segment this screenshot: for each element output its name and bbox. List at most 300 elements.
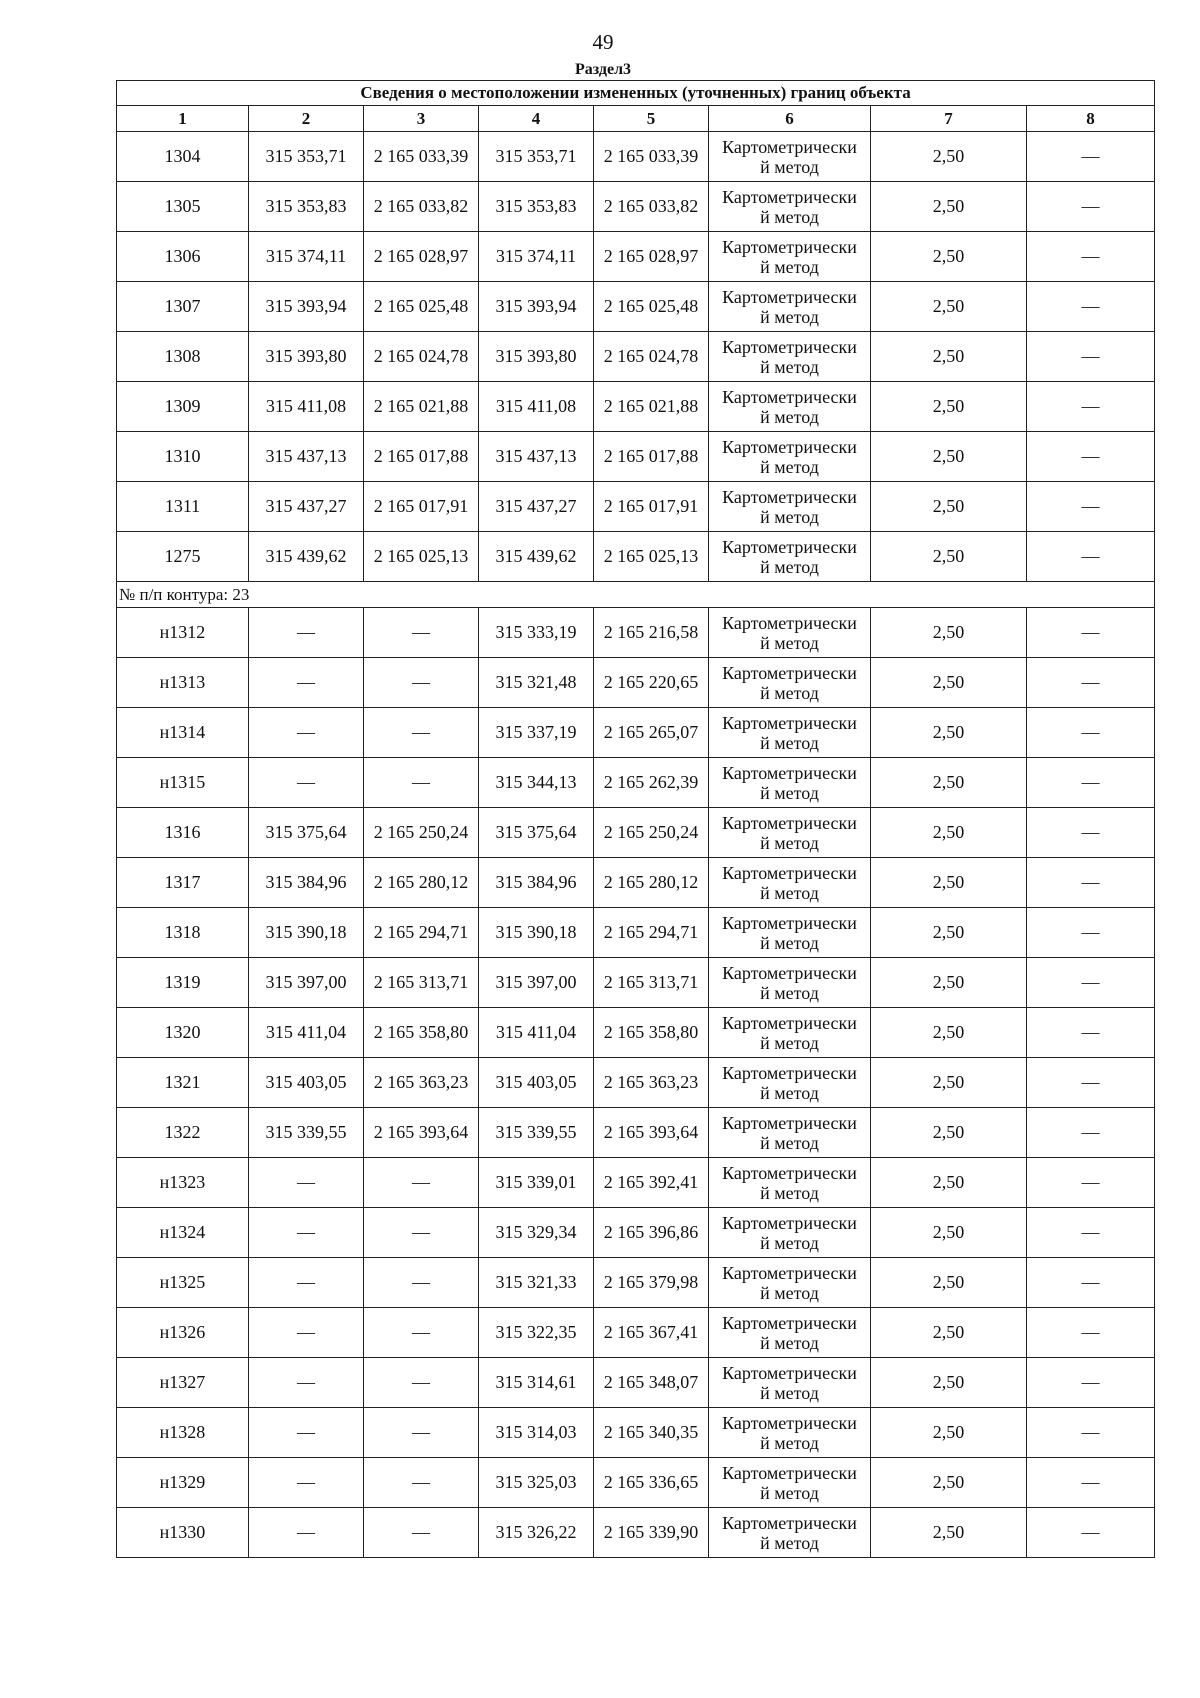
method-cell bbox=[709, 958, 871, 1008]
table-cell-c2: — bbox=[249, 708, 364, 758]
table-cell-c5: 2 165 220,65 bbox=[594, 658, 709, 708]
table-cell-c4: 315 439,62 bbox=[479, 532, 594, 582]
table-cell-c5: 2 165 379,98 bbox=[594, 1258, 709, 1308]
table-cell-c5: 2 165 392,41 bbox=[594, 1158, 709, 1208]
table-cell-c5: 2 165 021,88 bbox=[594, 382, 709, 432]
table-cell-c7: 2,50 bbox=[871, 1508, 1027, 1558]
table-row bbox=[117, 1408, 1155, 1458]
method-text-line2: й метод bbox=[760, 732, 819, 753]
table-cell-c5: 2 165 033,39 bbox=[594, 132, 709, 182]
method-cell bbox=[709, 1058, 871, 1108]
table-row bbox=[117, 1258, 1155, 1308]
table-cell-c1: 1319 bbox=[117, 958, 249, 1008]
column-number-header: 4 bbox=[479, 106, 594, 132]
table-cell-c1: 1317 bbox=[117, 858, 249, 908]
column-number-header: 6 bbox=[709, 106, 871, 132]
table-cell-c3: — bbox=[364, 1458, 479, 1508]
table-cell-c5: 2 165 313,71 bbox=[594, 958, 709, 1008]
table-cell-c8: — bbox=[1027, 608, 1155, 658]
table-cell-c1: 1309 bbox=[117, 382, 249, 432]
table-cell-c2: — bbox=[249, 1158, 364, 1208]
method-text-line2: й метод bbox=[760, 1482, 819, 1503]
table-cell-c8: — bbox=[1027, 808, 1155, 858]
method-text-line2: й метод bbox=[760, 1332, 819, 1353]
table-cell-c4: 315 325,03 bbox=[479, 1458, 594, 1508]
table-row bbox=[117, 1208, 1155, 1258]
table-cell-c4: 315 390,18 bbox=[479, 908, 594, 958]
method-cell bbox=[709, 132, 871, 182]
table-cell-c8: — bbox=[1027, 432, 1155, 482]
method-text-line1: Картометрически bbox=[722, 762, 857, 783]
method-text-line2: й метод bbox=[760, 306, 819, 327]
table-cell-c2: — bbox=[249, 1308, 364, 1358]
table-row bbox=[117, 1458, 1155, 1508]
table-cell-c5: 2 165 024,78 bbox=[594, 332, 709, 382]
section-title: Раздел3 bbox=[574, 61, 632, 78]
table-cell-c2: — bbox=[249, 758, 364, 808]
method-text-line1: Картометрически bbox=[722, 186, 857, 207]
table-cell-c8: — bbox=[1027, 382, 1155, 432]
table-cell-c4: 315 411,04 bbox=[479, 1008, 594, 1058]
table-cell-c3: — bbox=[364, 1358, 479, 1408]
table-cell-c3: 2 165 033,39 bbox=[364, 132, 479, 182]
method-text-line1: Картометрически bbox=[722, 712, 857, 733]
method-cell bbox=[709, 1258, 871, 1308]
table-row bbox=[117, 182, 1155, 232]
table-cell-c1: н1327 bbox=[117, 1358, 249, 1408]
table-cell-c2: 315 439,62 bbox=[249, 532, 364, 582]
table-cell-c4: 315 353,83 bbox=[479, 182, 594, 232]
table-cell-c4: 315 333,19 bbox=[479, 608, 594, 658]
table-cell-c8: — bbox=[1027, 1358, 1155, 1408]
method-text-line2: й метод bbox=[760, 932, 819, 953]
method-cell bbox=[709, 232, 871, 282]
column-number-header: 2 bbox=[249, 106, 364, 132]
table-cell-c5: 2 165 017,88 bbox=[594, 432, 709, 482]
table-cell-c7: 2,50 bbox=[871, 482, 1027, 532]
table-cell-c2: — bbox=[249, 1208, 364, 1258]
table-cell-c2: — bbox=[249, 1408, 364, 1458]
table-cell-c7: 2,50 bbox=[871, 232, 1027, 282]
table-cell-c2: 315 411,08 bbox=[249, 382, 364, 432]
table-cell-c4: 315 337,19 bbox=[479, 708, 594, 758]
table-cell-c3: 2 165 313,71 bbox=[364, 958, 479, 1008]
table-cell-c8: — bbox=[1027, 1058, 1155, 1108]
method-cell bbox=[709, 658, 871, 708]
table-cell-c3: 2 165 017,88 bbox=[364, 432, 479, 482]
table-cell-c1: н1312 bbox=[117, 608, 249, 658]
method-text-line2: й метод bbox=[760, 1382, 819, 1403]
method-text-line2: й метод bbox=[760, 832, 819, 853]
table-cell-c8: — bbox=[1027, 1108, 1155, 1158]
table-cell-c3: 2 165 393,64 bbox=[364, 1108, 479, 1158]
table-cell-c8: — bbox=[1027, 1008, 1155, 1058]
method-cell bbox=[709, 608, 871, 658]
table-cell-c5: 2 165 358,80 bbox=[594, 1008, 709, 1058]
table-row bbox=[117, 1108, 1155, 1158]
table-cell-c8: — bbox=[1027, 332, 1155, 382]
method-text-line1: Картометрически bbox=[722, 1162, 857, 1183]
table-cell-c4: 315 397,00 bbox=[479, 958, 594, 1008]
table-row bbox=[117, 132, 1155, 182]
table-cell-c7: 2,50 bbox=[871, 808, 1027, 858]
table-cell-c1: 1322 bbox=[117, 1108, 249, 1158]
table-cell-c7: 2,50 bbox=[871, 1208, 1027, 1258]
table-cell-c7: 2,50 bbox=[871, 1358, 1027, 1408]
table-row bbox=[117, 432, 1155, 482]
table-cell-c3: 2 165 250,24 bbox=[364, 808, 479, 858]
method-cell bbox=[709, 858, 871, 908]
table-row bbox=[117, 532, 1155, 582]
table-cell-c5: 2 165 367,41 bbox=[594, 1308, 709, 1358]
table-cell-c3: 2 165 017,91 bbox=[364, 482, 479, 532]
table-cell-c2: 315 375,64 bbox=[249, 808, 364, 858]
table-cell-c8: — bbox=[1027, 1408, 1155, 1458]
table-cell-c5: 2 165 393,64 bbox=[594, 1108, 709, 1158]
table-cell-c4: 315 321,48 bbox=[479, 658, 594, 708]
method-cell bbox=[709, 908, 871, 958]
table-row bbox=[117, 282, 1155, 332]
table-cell-c2: 315 397,00 bbox=[249, 958, 364, 1008]
method-cell bbox=[709, 182, 871, 232]
table-cell-c1: 1316 bbox=[117, 808, 249, 858]
table-cell-c7: 2,50 bbox=[871, 182, 1027, 232]
table-cell-c3: — bbox=[364, 708, 479, 758]
table-cell-c4: 315 344,13 bbox=[479, 758, 594, 808]
column-number-header: 7 bbox=[871, 106, 1027, 132]
table-cell-c2: 315 393,94 bbox=[249, 282, 364, 332]
method-text-line1: Картометрически bbox=[722, 536, 857, 557]
table-cell-c7: 2,50 bbox=[871, 608, 1027, 658]
method-text-line1: Картометрически bbox=[722, 1462, 857, 1483]
method-text-line1: Картометрически bbox=[722, 912, 857, 933]
table-cell-c4: 315 384,96 bbox=[479, 858, 594, 908]
table-cell-c7: 2,50 bbox=[871, 332, 1027, 382]
table-cell-c3: — bbox=[364, 608, 479, 658]
table-row bbox=[117, 608, 1155, 658]
table-cell-c1: н1325 bbox=[117, 1258, 249, 1308]
table-cell-c2: — bbox=[249, 1458, 364, 1508]
table-cell-c7: 2,50 bbox=[871, 1308, 1027, 1358]
table-cell-c8: — bbox=[1027, 858, 1155, 908]
table-row bbox=[117, 708, 1155, 758]
table-cell-c1: 1318 bbox=[117, 908, 249, 958]
table-row bbox=[117, 1358, 1155, 1408]
table-row bbox=[117, 1508, 1155, 1558]
column-number-header: 3 bbox=[364, 106, 479, 132]
method-text-line1: Картометрически bbox=[722, 486, 857, 507]
contour-header-row bbox=[117, 582, 1155, 608]
table-cell-c1: 1307 bbox=[117, 282, 249, 332]
method-text-line1: Картометрически bbox=[722, 1512, 857, 1533]
method-text-line2: й метод bbox=[760, 506, 819, 527]
table-cell-c2: 315 339,55 bbox=[249, 1108, 364, 1158]
table-cell-c2: — bbox=[249, 658, 364, 708]
method-text-line2: й метод bbox=[760, 1032, 819, 1053]
table-cell-c2: 315 437,13 bbox=[249, 432, 364, 482]
table-cell-c1: н1315 bbox=[117, 758, 249, 808]
table-cell-c8: — bbox=[1027, 1458, 1155, 1508]
method-text-line1: Картометрически bbox=[722, 1262, 857, 1283]
table-cell-c3: 2 165 294,71 bbox=[364, 908, 479, 958]
column-number-header: 1 bbox=[117, 106, 249, 132]
column-number-header: 8 bbox=[1027, 106, 1155, 132]
table-cell-c1: н1313 bbox=[117, 658, 249, 708]
table-cell-c2: — bbox=[249, 608, 364, 658]
table-cell-c2: 315 411,04 bbox=[249, 1008, 364, 1058]
method-text-line2: й метод bbox=[760, 1432, 819, 1453]
table-cell-c8: — bbox=[1027, 482, 1155, 532]
table-cell-c8: — bbox=[1027, 282, 1155, 332]
table-cell-c1: н1328 bbox=[117, 1408, 249, 1458]
table-cell-c3: 2 165 280,12 bbox=[364, 858, 479, 908]
method-text-line1: Картометрически bbox=[722, 1212, 857, 1233]
method-text-line2: й метод bbox=[760, 556, 819, 577]
table-cell-c4: 315 437,13 bbox=[479, 432, 594, 482]
table-cell-c5: 2 165 017,91 bbox=[594, 482, 709, 532]
table-cell-c1: 1305 bbox=[117, 182, 249, 232]
method-cell bbox=[709, 808, 871, 858]
table-cell-c5: 2 165 265,07 bbox=[594, 708, 709, 758]
table-cell-c3: 2 165 028,97 bbox=[364, 232, 479, 282]
method-cell bbox=[709, 382, 871, 432]
table-cell-c7: 2,50 bbox=[871, 1108, 1027, 1158]
table-cell-c1: 1304 bbox=[117, 132, 249, 182]
table-cell-c3: — bbox=[364, 1408, 479, 1458]
table-cell-c4: 315 403,05 bbox=[479, 1058, 594, 1108]
method-text-line2: й метод bbox=[760, 1532, 819, 1553]
method-text-line1: Картометрически bbox=[722, 1412, 857, 1433]
method-text-line2: й метод bbox=[760, 1132, 819, 1153]
table-cell-c4: 315 321,33 bbox=[479, 1258, 594, 1308]
table-cell-c8: — bbox=[1027, 1258, 1155, 1308]
method-text-line2: й метод bbox=[760, 632, 819, 653]
table-cell-c3: 2 165 363,23 bbox=[364, 1058, 479, 1108]
method-text-line1: Картометрически bbox=[722, 386, 857, 407]
table-cell-c3: 2 165 024,78 bbox=[364, 332, 479, 382]
method-text-line1: Картометрически bbox=[722, 1012, 857, 1033]
method-text-line1: Картометрически bbox=[722, 286, 857, 307]
table-cell-c4: 315 353,71 bbox=[479, 132, 594, 182]
table-cell-c7: 2,50 bbox=[871, 1408, 1027, 1458]
method-text-line1: Картометрически bbox=[722, 1112, 857, 1133]
method-cell bbox=[709, 1158, 871, 1208]
table-cell-c3: — bbox=[364, 1258, 479, 1308]
table-cell-c1: н1314 bbox=[117, 708, 249, 758]
method-cell bbox=[709, 1358, 871, 1408]
table-cell-c3: — bbox=[364, 1508, 479, 1558]
table-cell-c7: 2,50 bbox=[871, 708, 1027, 758]
table-cell-c4: 315 329,34 bbox=[479, 1208, 594, 1258]
table-cell-c2: — bbox=[249, 1258, 364, 1308]
table-row bbox=[117, 382, 1155, 432]
method-text-line2: й метод bbox=[760, 882, 819, 903]
table-cell-c8: — bbox=[1027, 658, 1155, 708]
table-cell-c5: 2 165 025,48 bbox=[594, 282, 709, 332]
method-text-line1: Картометрически bbox=[722, 962, 857, 983]
table-cell-c7: 2,50 bbox=[871, 858, 1027, 908]
table-cell-c8: — bbox=[1027, 958, 1155, 1008]
table-cell-c4: 315 393,80 bbox=[479, 332, 594, 382]
boundary-coordinates-table bbox=[116, 80, 1155, 1558]
table-cell-c7: 2,50 bbox=[871, 758, 1027, 808]
table-cell-c8: — bbox=[1027, 1158, 1155, 1208]
table-cell-c1: н1329 bbox=[117, 1458, 249, 1508]
table-cell-c8: — bbox=[1027, 758, 1155, 808]
table-cell-c5: 2 165 363,23 bbox=[594, 1058, 709, 1108]
table-row bbox=[117, 232, 1155, 282]
table-cell-c8: — bbox=[1027, 1508, 1155, 1558]
table-cell-c4: 315 339,01 bbox=[479, 1158, 594, 1208]
table-cell-c2: 315 393,80 bbox=[249, 332, 364, 382]
table-cell-c5: 2 165 025,13 bbox=[594, 532, 709, 582]
table-cell-c8: — bbox=[1027, 1308, 1155, 1358]
table-cell-c1: 1310 bbox=[117, 432, 249, 482]
table-row bbox=[117, 1158, 1155, 1208]
method-text-line2: й метод bbox=[760, 782, 819, 803]
table-cell-c7: 2,50 bbox=[871, 908, 1027, 958]
table-cell-c5: 2 165 294,71 bbox=[594, 908, 709, 958]
table-cell-c7: 2,50 bbox=[871, 658, 1027, 708]
method-cell bbox=[709, 1208, 871, 1258]
table-cell-c2: 315 390,18 bbox=[249, 908, 364, 958]
method-cell bbox=[709, 1458, 871, 1508]
table-cell-c3: — bbox=[364, 758, 479, 808]
table-cell-c3: — bbox=[364, 1208, 479, 1258]
table-cell-c3: — bbox=[364, 1308, 479, 1358]
table-cell-c1: н1324 bbox=[117, 1208, 249, 1258]
table-cell-c1: 1311 bbox=[117, 482, 249, 532]
table-cell-c5: 2 165 216,58 bbox=[594, 608, 709, 658]
table-cell-c4: 315 375,64 bbox=[479, 808, 594, 858]
method-text-line2: й метод bbox=[760, 982, 819, 1003]
method-text-line2: й метод bbox=[760, 1182, 819, 1203]
table-cell-c1: 1275 bbox=[117, 532, 249, 582]
table-cell-c2: 315 374,11 bbox=[249, 232, 364, 282]
method-text-line1: Картометрически bbox=[722, 436, 857, 457]
contour-label: № п/п контура: 23 bbox=[117, 582, 1155, 608]
method-text-line2: й метод bbox=[760, 356, 819, 377]
table-cell-c8: — bbox=[1027, 182, 1155, 232]
method-text-line1: Картометрически bbox=[722, 662, 857, 683]
table-row bbox=[117, 658, 1155, 708]
table-cell-c5: 2 165 028,97 bbox=[594, 232, 709, 282]
table-cell-c8: — bbox=[1027, 132, 1155, 182]
table-cell-c1: н1323 bbox=[117, 1158, 249, 1208]
table-cell-c2: — bbox=[249, 1358, 364, 1408]
table-cell-c4: 315 393,94 bbox=[479, 282, 594, 332]
page-number: 49 bbox=[592, 30, 614, 54]
table-cell-c7: 2,50 bbox=[871, 282, 1027, 332]
table-title-row bbox=[117, 81, 1155, 106]
method-cell bbox=[709, 532, 871, 582]
table-cell-c5: 2 165 396,86 bbox=[594, 1208, 709, 1258]
method-cell bbox=[709, 282, 871, 332]
table-body bbox=[117, 132, 1155, 1558]
table-cell-c3: 2 165 025,13 bbox=[364, 532, 479, 582]
method-cell bbox=[709, 1108, 871, 1158]
method-text-line2: й метод bbox=[760, 682, 819, 703]
table-cell-c8: — bbox=[1027, 908, 1155, 958]
table-cell-c2: 315 353,71 bbox=[249, 132, 364, 182]
method-text-line2: й метод bbox=[760, 156, 819, 177]
table-cell-c5: 2 165 336,65 bbox=[594, 1458, 709, 1508]
column-number-header: 5 bbox=[594, 106, 709, 132]
method-cell bbox=[709, 1408, 871, 1458]
table-cell-c7: 2,50 bbox=[871, 432, 1027, 482]
table-cell-c2: 315 403,05 bbox=[249, 1058, 364, 1108]
method-text-line2: й метод bbox=[760, 1282, 819, 1303]
table-cell-c4: 315 322,35 bbox=[479, 1308, 594, 1358]
method-cell bbox=[709, 708, 871, 758]
table-cell-c1: 1321 bbox=[117, 1058, 249, 1108]
method-text-line1: Картометрически bbox=[722, 236, 857, 257]
table-cell-c7: 2,50 bbox=[871, 1058, 1027, 1108]
method-cell bbox=[709, 758, 871, 808]
table-row bbox=[117, 758, 1155, 808]
table-cell-c7: 2,50 bbox=[871, 1008, 1027, 1058]
table-row bbox=[117, 858, 1155, 908]
method-text-line2: й метод bbox=[760, 406, 819, 427]
method-text-line2: й метод bbox=[760, 1082, 819, 1103]
table-cell-c4: 315 314,03 bbox=[479, 1408, 594, 1458]
table-cell-c7: 2,50 bbox=[871, 1158, 1027, 1208]
table-cell-c8: — bbox=[1027, 532, 1155, 582]
method-text-line2: й метод bbox=[760, 206, 819, 227]
method-text-line1: Картометрически bbox=[722, 1362, 857, 1383]
table-cell-c8: — bbox=[1027, 232, 1155, 282]
method-text-line1: Картометрически bbox=[722, 1312, 857, 1333]
table-row bbox=[117, 808, 1155, 858]
table-title: Сведения о местоположении измененных (уточненных) границ объекта bbox=[117, 81, 1155, 106]
table-cell-c5: 2 165 280,12 bbox=[594, 858, 709, 908]
table-cell-c3: 2 165 033,82 bbox=[364, 182, 479, 232]
method-text-line1: Картометрически bbox=[722, 336, 857, 357]
table-cell-c5: 2 165 339,90 bbox=[594, 1508, 709, 1558]
table-row bbox=[117, 1308, 1155, 1358]
table-cell-c3: 2 165 025,48 bbox=[364, 282, 479, 332]
table-cell-c7: 2,50 bbox=[871, 958, 1027, 1008]
column-number-row bbox=[117, 106, 1155, 132]
table-cell-c4: 315 374,11 bbox=[479, 232, 594, 282]
table-row bbox=[117, 332, 1155, 382]
table-cell-c5: 2 165 340,35 bbox=[594, 1408, 709, 1458]
table-cell-c1: н1326 bbox=[117, 1308, 249, 1358]
table-cell-c7: 2,50 bbox=[871, 532, 1027, 582]
table-row bbox=[117, 908, 1155, 958]
method-cell bbox=[709, 432, 871, 482]
table-cell-c7: 2,50 bbox=[871, 132, 1027, 182]
method-cell bbox=[709, 1008, 871, 1058]
table-cell-c2: 315 384,96 bbox=[249, 858, 364, 908]
table-cell-c5: 2 165 033,82 bbox=[594, 182, 709, 232]
table-cell-c1: 1308 bbox=[117, 332, 249, 382]
table-cell-c4: 315 326,22 bbox=[479, 1508, 594, 1558]
method-text-line2: й метод bbox=[760, 256, 819, 277]
table-cell-c5: 2 165 262,39 bbox=[594, 758, 709, 808]
table-row bbox=[117, 958, 1155, 1008]
table-row bbox=[117, 482, 1155, 532]
table-cell-c1: 1320 bbox=[117, 1008, 249, 1058]
table-row bbox=[117, 1008, 1155, 1058]
table-cell-c4: 315 339,55 bbox=[479, 1108, 594, 1158]
table-cell-c4: 315 314,61 bbox=[479, 1358, 594, 1408]
method-cell bbox=[709, 332, 871, 382]
table-cell-c3: — bbox=[364, 658, 479, 708]
table-cell-c8: — bbox=[1027, 1208, 1155, 1258]
method-text-line1: Картометрически bbox=[722, 1062, 857, 1083]
method-cell bbox=[709, 1308, 871, 1358]
